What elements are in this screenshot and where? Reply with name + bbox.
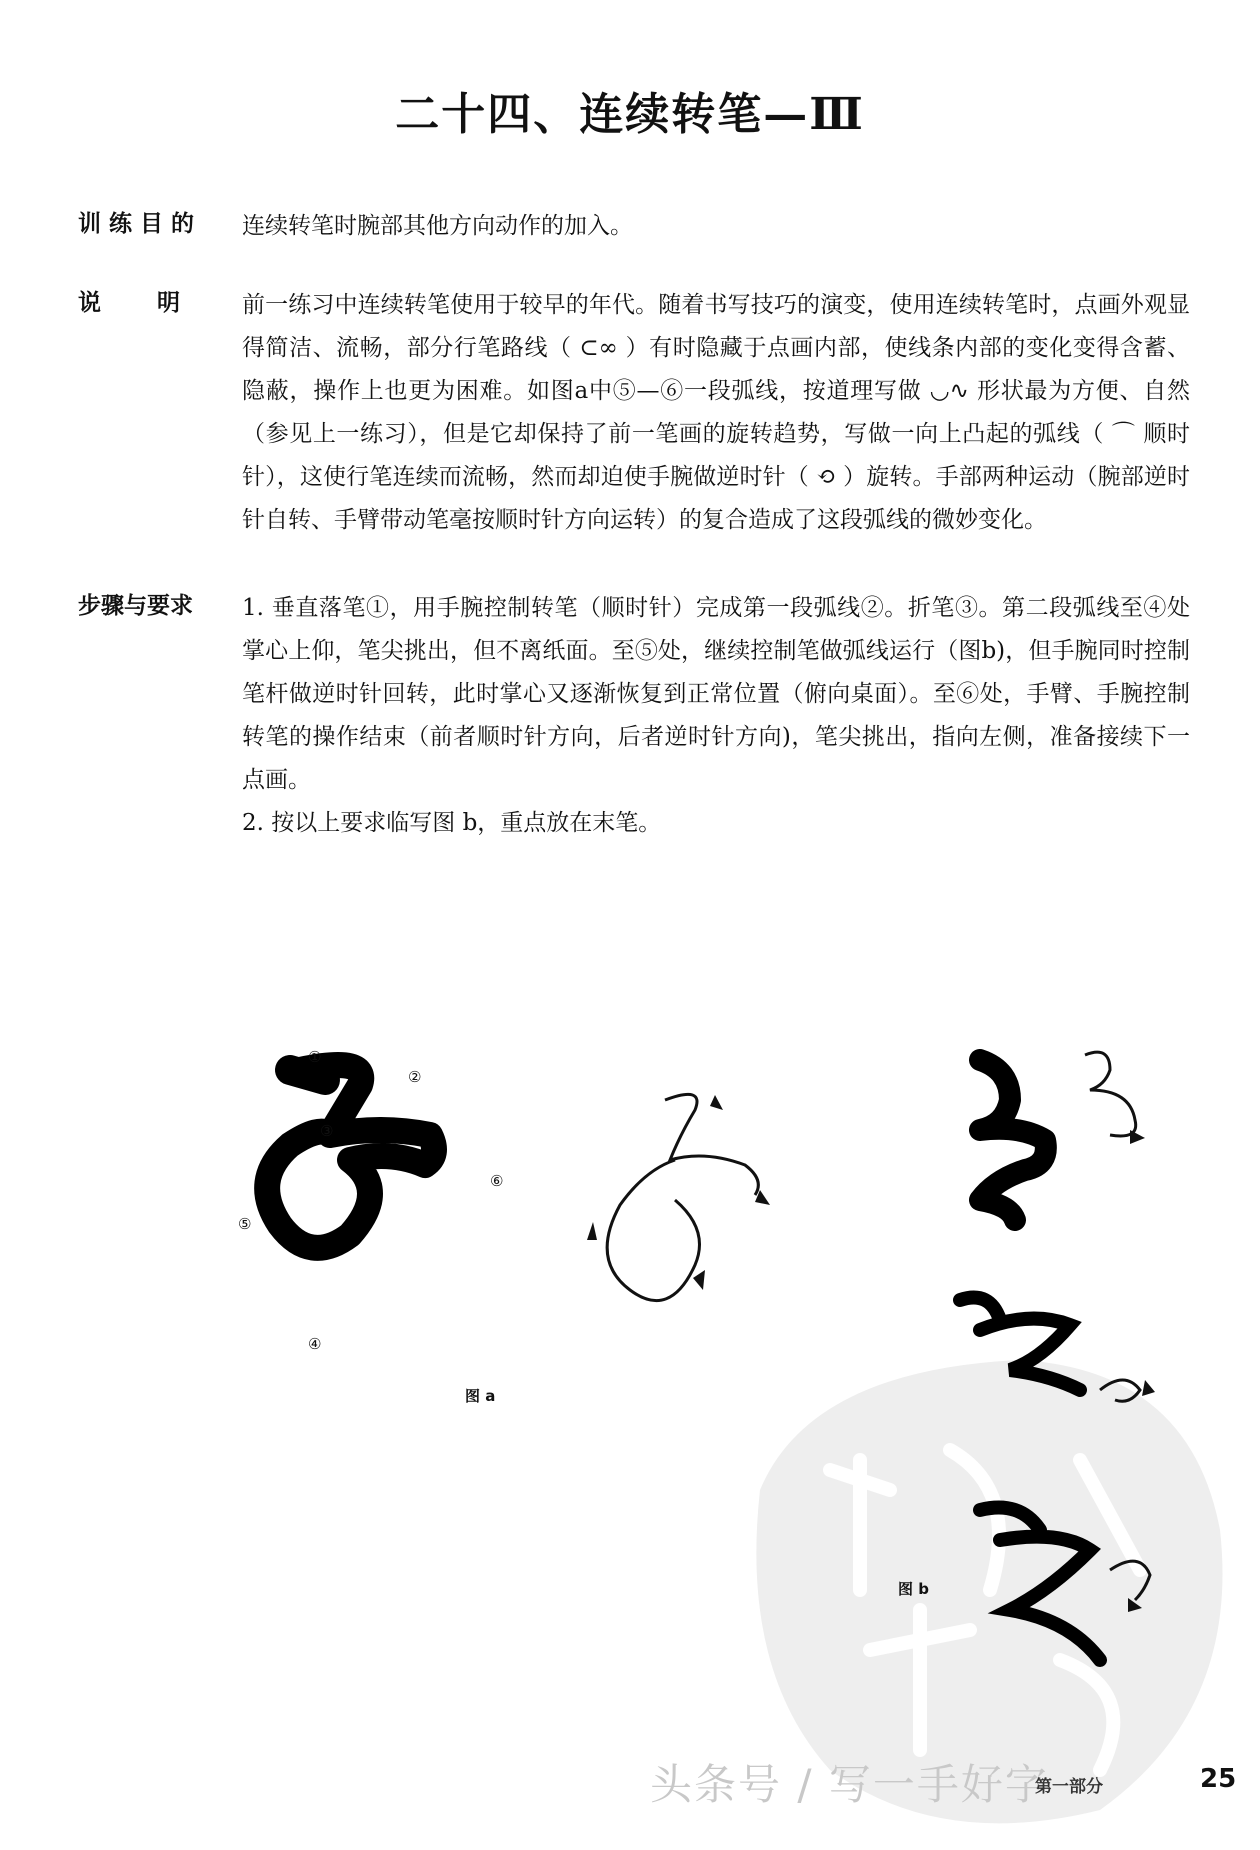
page-number: 25 [1200,1764,1237,1794]
marker-2: ② [408,1068,422,1086]
marker-1: ① [308,1048,322,1066]
page-title: 二十四、连续转笔—Ⅲ [395,89,865,140]
marker-4: ④ [308,1335,322,1353]
step-2-text: 2. 按以上要求临写图 b，重点放在末笔。 [242,810,662,836]
watermark-text: 头条号 / 写一手好字 [650,1760,1049,1809]
section-text: 连续转笔时腕部其他方向动作的加入。 [242,213,633,239]
figure-a-caption: 图 a [465,1387,496,1405]
step-1-text: 1. 垂直落笔①，用手腕控制转笔（顺时针）完成第一段弧线②。折笔③。第二段弧线至④处掌心上仰，笔尖挑出，但不离纸面。至⑤处，继续控制笔做弧线运行（图b)，但手腕同时控制笔杆做逆时针回转，此时掌心又逐渐恢复到正常位置（俯向桌面）。至⑥处，手臂、手腕控制转笔的操作结束（前者顺时针方向，后者逆时针方向)，笔尖挑出，指向左侧，准备接续下一点画。 [242,595,1190,793]
marker-6: ⑥ [490,1172,504,1190]
section-label: 训 练 目 的 [78,211,195,237]
section-steps-body [242,587,1190,845]
marker-3: ③ [320,1122,334,1140]
section-label: 说 明 [78,290,181,316]
figure-a-brush-character [230,1040,530,1300]
figure-b-caption: 图 b [898,1580,929,1598]
footer-section-label: 第一部分 [1035,1777,1103,1797]
section-text: 前一练习中连续转笔使用于较早的年代。随着书写技巧的演变，使用连续转笔时，点画外观显得简洁、流畅，部分行笔路线（ ⊂∞ ）有时隐藏于点画内部，使线条内部的变化变得含蓄、隐蔽，操作上也更为困难。如图a中⑤—⑥一段弧线，按道理写做 ◡∿ 形状最为方便、自然（参见上一练习），但是它却保持了前一笔画的旋转趋势，写做一向上凸起的弧线（ ⌒ 顺时针），这使行笔连续而流畅，然而却迫使手腕做逆时针（ ⟲ ）旋转。手部两种运动（腕部逆时针自转、手臂带动笔毫按顺时针方向运转）的复合造成了这段弧线的微妙变化。 [242,292,1190,533]
marker-5: ⑤ [238,1215,252,1233]
figure-b-brush-strokes [940,1030,1220,1670]
section-label: 步骤与要求 [78,593,193,619]
figure-a-stroke-path [555,1080,815,1340]
